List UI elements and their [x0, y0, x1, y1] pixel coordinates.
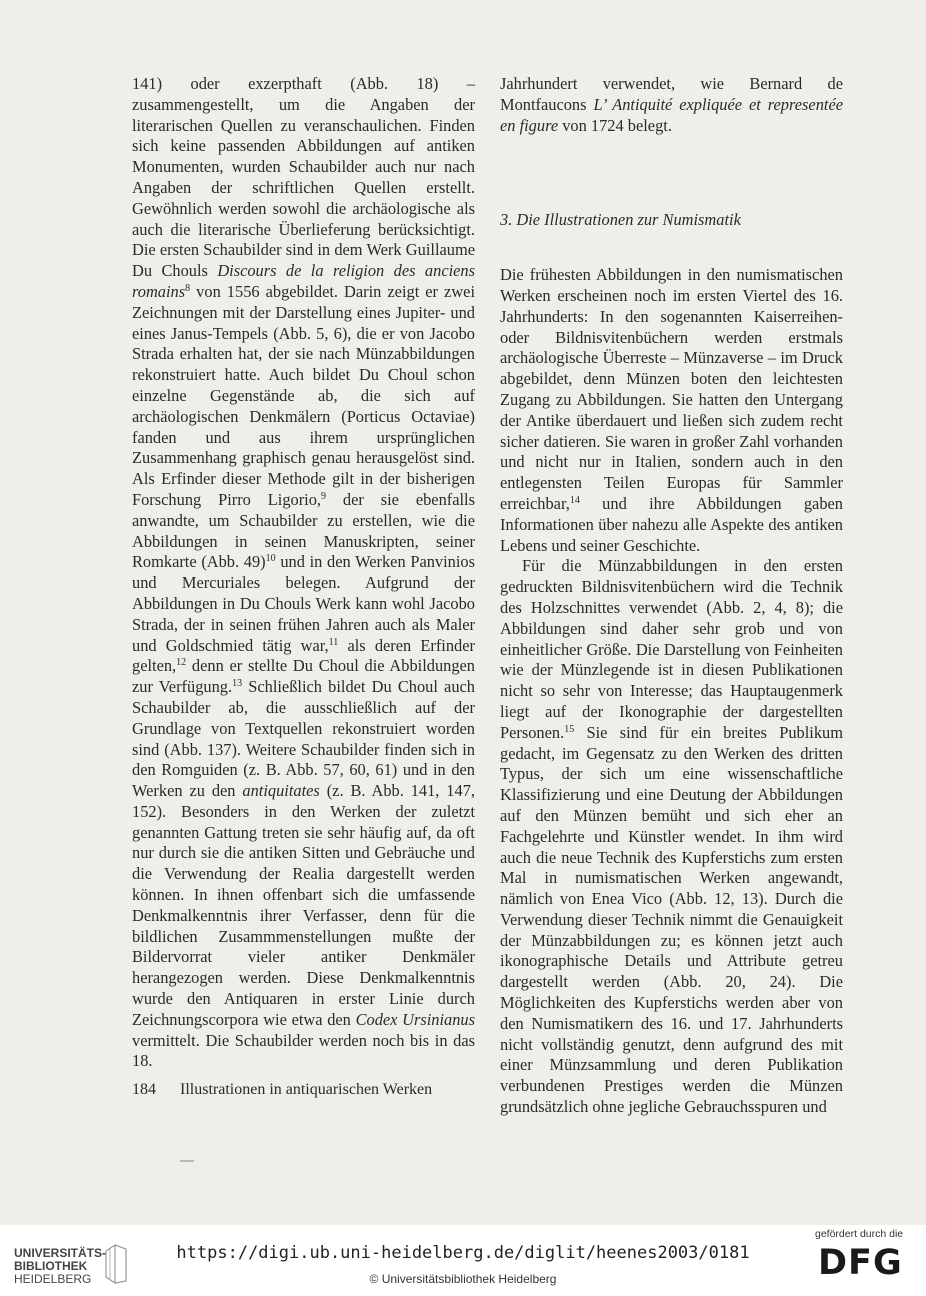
dfg-logo[interactable]: DFG: [818, 1243, 903, 1283]
funding-note: gefördert durch die: [815, 1228, 904, 1240]
footnote-ref[interactable]: 8: [185, 282, 191, 294]
page-number: 184: [132, 1081, 156, 1098]
footnote-ref[interactable]: 12: [176, 657, 187, 669]
footnote-ref[interactable]: 9: [321, 490, 327, 502]
right-column: [500, 74, 843, 1118]
paragraph: Für die Münzabbildungen in den ersten gedruckten Bildnisvitenbüchern wird die Technik des Holzschnittes verwendet (Abb. 2, 4, 8); die Abbildungen sind daher sehr grob und von einheitlicher Größe. Die Darstellung von Feinheiten wie der Münzlegende ist in diesen Publikationen nicht so sehr von Interesse; das Hauptaugenmerk liegt auf der Ikonographie der dargestellten Personen.$^{15}$ Sie sind für ein breites Publikum gedacht, im Gegensatz zu den Werken des dritten Typus, der sich um eine wissenschaftliche Klassifizierung und eine Deutung der Abbildungen auf den Münzen bemüht und sich eher an Fachgelehrte und Künstler wendet. In ihm wird auch die neue Technik des Kupferstichs zum ersten Mal in numismatischen Werken angewandt, nämlich von Enea Vico (Abb. 12, 13). Durch die Verwendung dieser Technik nimmt die Genauigkeit der Münzabbildungen zu; es können jetzt auch ikonographische Details und Attribute getreu dargestellt werden (Abb. 20, 24). Die Möglichkeiten des Kupferstichs werden aber von den Numismatikern des 16. und 17. Jahrhunderts nicht vollständig genutzt, denn aufgrund des mit einer Münzsammlung und deren Publikation verbundenen Prestiges werden die Münzen grundsätzlich ohne jegliche Gebrauchsspuren und: [500, 556, 843, 1117]
footnote-ref[interactable]: 13: [232, 678, 243, 690]
footnote-ref[interactable]: 14: [569, 494, 580, 506]
paragraph: Die frühesten Abbildungen in den numismatischen Werken erscheinen noch im ersten Viertel des 16. Jahrhunderts: In den sogenannten Kaiserreihen- oder Bildnisvitenbüchern werden erstmals archäologische Überreste – Münzaverse – im Druck abgebildet, denn Münzen boten den leichtesten Zugang zu Abbildungen. Sie hatten den Untergang der Antike überdauert und ließen sich zudem recht sicher datieren. Sie waren in großer Zahl vorhanden und nicht nur in Italien, sondern auch in den entlegensten Teilen Europas für Sammler erreichbar,$^{14}$ und ihre Abbildungen gaben Informationen über nahezu alle Aspekte des antiken Lebens und seiner Geschichte.: [500, 265, 843, 555]
copyright-notice: © Universitätsbibliothek Heidelberg: [369, 1272, 557, 1286]
section-heading: 3. Die Illustrationen zur Numismatik: [500, 210, 741, 230]
library-name[interactable]: UNIVERSITÄTS- BIBLIOTHEK HEIDELBERG: [14, 1246, 107, 1286]
paragraph: Jahrhundert verwendet, wie Bernard de Montfaucons L’ Antiquité expliquée et representée en figure von 1724 belegt.: [500, 74, 843, 135]
left-column: [132, 74, 475, 1072]
scan-mark: [180, 1160, 194, 1162]
page-footer: [132, 1081, 432, 1099]
footnote-ref[interactable]: 11: [328, 636, 339, 648]
running-title: Illustrationen in antiquarischen Werken: [180, 1081, 433, 1098]
permalink-url[interactable]: https://digi.ub.uni-heidelberg.de/diglit/heenes2003/0181: [176, 1243, 750, 1263]
digitization-banner: [0, 1225, 926, 1296]
footnote-ref[interactable]: 15: [564, 723, 575, 735]
footnote-ref[interactable]: 10: [265, 553, 276, 565]
paragraph: 141) oder exzerpthaft (Abb. 18) – zusammengestellt, um die Angaben der literarischen Quellen zu veranschaulichen. Finden sich keine passenden Abbildungen auf antiken Monumenten, wurden Schaubilder auch nur nach Angaben der schriftlichen Quellen erstellt. Gewöhnlich werden sowohl die archäologische als auch die literarische Überlieferung berücksichtigt. Die ersten Schaubilder sind in dem Werk Guillaume Du Chouls Discours de la religion des anciens romains$^8$ von 1556 abgebildet. Darin zeigt er zwei Zeichnungen mit der Darstellung eines Jupiter- und eines Janus-Tempels (Abb. 5, 6), die er von Jacobo Strada erhalten hat, der sie nach Münzabbildungen rekonstruiert hatte. Auch bildet Du Choul schon einzelne Gegenstände ab, die sich auf archäologischen Denkmälern (Porticus Octaviae) fanden und aus ihrem ursprünglichen Zusammenhang graphisch genau herausgelöst sind. Als Erfinder dieser Methode gilt in der bisherigen Forschung Pirro Ligorio,$^9$ der sie ebenfalls anwandte, um Schaubilder zu erstellen, wie die Abbildungen in seinen Manuskripten, seiner Romkarte (Abb. 49)$^{10}$ und in den Werken Panvinios und Mercuriales belegen. Aufgrund der Abbildungen in Du Chouls Werk kann wohl Jacobo Strada, der in seinen frühen Jahren auch als Maler und Goldschmied tätig war,$^{11}$ als deren Erfinder gelten,$^{12}$ denn er stellte Du Choul die Abbildungen zur Verfügung.$^{13}$ Schließlich bildet Du Choul auch Schaubilder ab, die ausschließlich auf der Grundlage von Textquellen rekonstruiert worden sind (Abb. 137). Weitere Schaubilder finden sich in den Romguiden (z. B. Abb. 57, 60, 61) und in den Werken zu den antiquitates (z. B. Abb. 141, 147, 152). Besonders in den Werken der zuletzt genannten Gattung treten sie sehr häufig auf, da oft nur durch sie die antiken Sitten und Gebräuche und die Verwendung der Realia dargestellt werden können. In ihnen offenbart sich die umfassende Denkmalkenntnis ihrer Verfasser, denn für die bildlichen Zusammmenstellungen mußte der Bildervorrat vieler antiker Denkmäler herangezogen werden. Diese Denkmalkenntnis wurde den Antiquaren in erster Linie durch Zeichnungscorpora wie etwa den Codex Ursinianus vermittelt. Die Schaubilder werden noch bis in das 18.: [132, 74, 475, 1071]
